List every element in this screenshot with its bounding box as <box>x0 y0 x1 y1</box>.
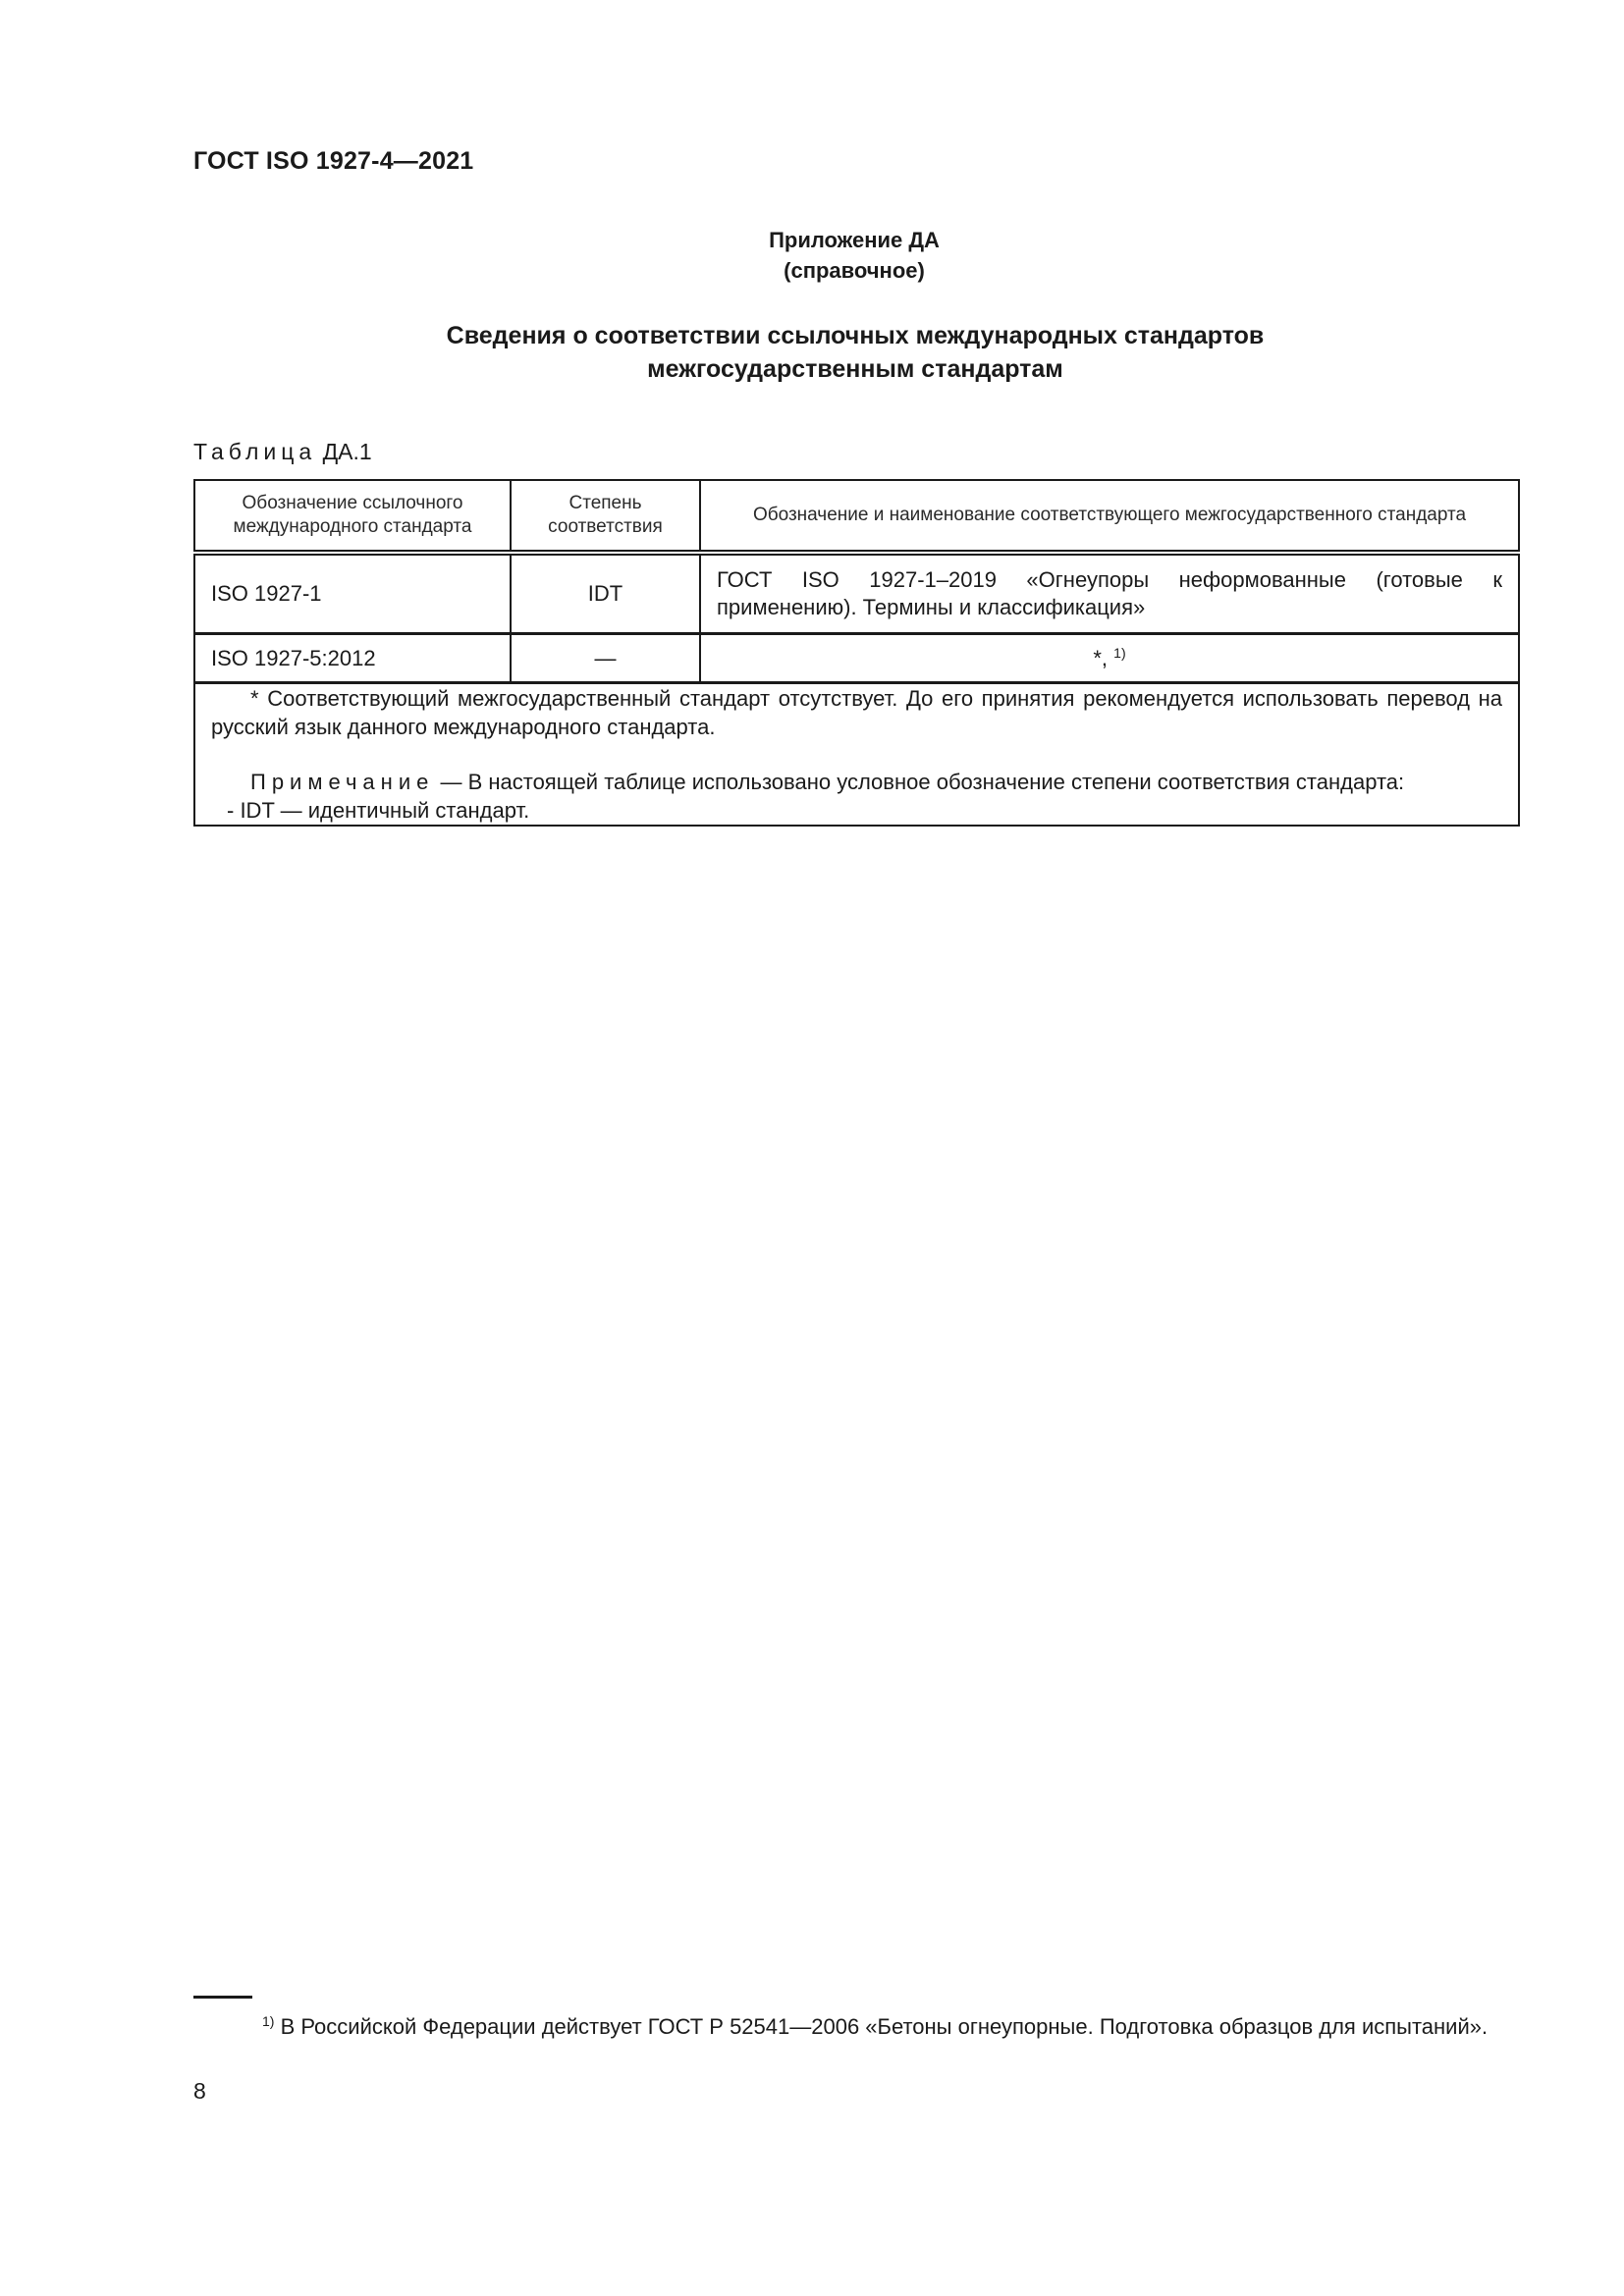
table-row <box>194 634 1519 683</box>
table-notes-row <box>194 683 1519 827</box>
section-title-line-2: межгосударственным стандартам <box>647 355 1063 383</box>
footnote-marker: 1) <box>262 2013 275 2029</box>
cell-interstate-standard <box>700 634 1519 683</box>
cell-interstate-standard: ГОСТ ISO 1927-1–2019 «Огнеупоры неформованные (готовые к применению). Термины и классификация» <box>700 553 1519 634</box>
footnote-reference: 1) <box>1113 645 1126 661</box>
table-row <box>194 553 1519 634</box>
legend-item-idt: - IDT — идентичный стандарт. <box>227 798 530 823</box>
column-header-interstate-standard: Обозначение и наименование соответствующего межгосударственного стандарта <box>700 480 1519 553</box>
cell-degree: IDT <box>511 553 700 634</box>
table-notes <box>194 683 1519 827</box>
appendix-subtitle: (справочное) <box>784 258 925 283</box>
table-caption-prefix: Таблица <box>193 439 317 464</box>
document-code: ГОСТ ISO 1927-4—2021 <box>193 147 474 175</box>
cell-degree: — <box>511 634 700 683</box>
footnote-text: В Российской Федерации действует ГОСТ Р 52541—2006 «Бетоны огнеупорные. Подготовка образцов для испытаний». <box>274 2014 1489 2039</box>
correspondence-table <box>193 479 1520 827</box>
note-paragraph <box>211 768 1502 796</box>
page-number: 8 <box>193 2078 206 2104</box>
table-caption <box>193 439 372 465</box>
column-header-degree: Степень соответствия <box>511 480 700 553</box>
section-title-line-1: Сведения о соответствии ссылочных международных стандартов <box>446 322 1265 349</box>
absent-standard-mark: *, <box>1093 646 1109 670</box>
table-header-row <box>194 480 1519 553</box>
cell-international-standard: ISO 1927-5:2012 <box>194 634 511 683</box>
column-header-international-standard: Обозначение ссылочного международного стандарта <box>194 480 511 553</box>
note-text: — В настоящей таблице использовано условное обозначение степени соответствия стандарта: <box>434 770 1405 794</box>
section-title <box>193 319 1517 386</box>
table-caption-number: ДА.1 <box>322 439 372 464</box>
asterisk-note: * Соответствующий межгосударственный стандарт отсутствует. До его принятия рекомендуется использовать перевод на русский язык данного международного стандарта. <box>211 686 1502 739</box>
cell-international-standard: ISO 1927-1 <box>194 553 511 634</box>
footnote-separator <box>193 1996 252 1999</box>
note-label: Примечание <box>250 770 435 794</box>
footnote <box>193 2006 1518 2042</box>
appendix-title: Приложение ДА <box>769 228 940 252</box>
